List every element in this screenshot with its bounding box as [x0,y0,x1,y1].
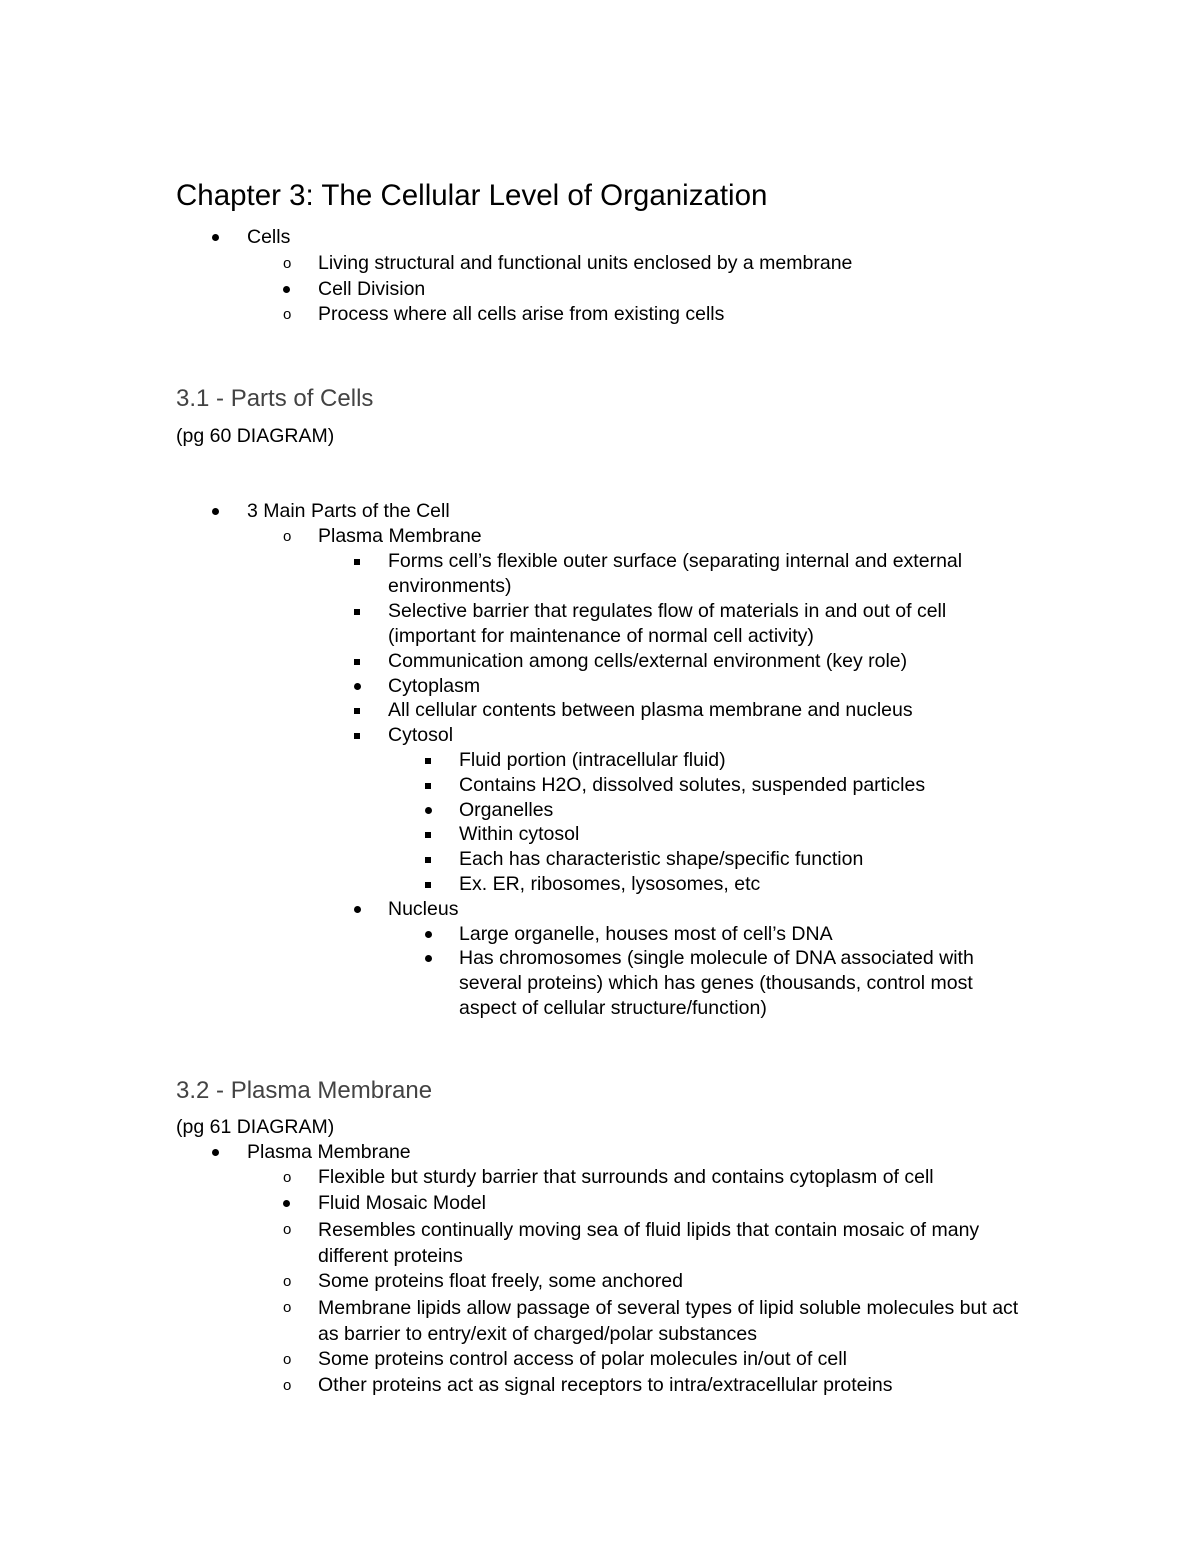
list-item [354,549,1034,599]
diagram-note: (pg 60 DIAGRAM) [176,425,335,447]
list-item-text: Has chromosomes (single molecule of DNA associated with several proteins) which has genes (thousands, control most aspect of cellular structure/function) [459,947,974,1019]
list-item [283,251,1043,276]
bullet-circle-icon: o [283,1221,292,1238]
bullet-circle-icon: o [283,1169,292,1186]
list-item-text: Process where all cells arise from existing cells [318,303,725,325]
list-item [425,922,1035,947]
list-item-text: Forms cell’s flexible outer surface (separating internal and external environments) [388,550,963,597]
bullet-circle-icon: o [283,528,292,545]
list-item [283,1165,1033,1190]
section-heading: 3.2 - Plasma Membrane [176,1077,433,1104]
list-item-text: Cell Division [318,278,426,300]
list-item [425,946,1035,1021]
list-item-text: Selective barrier that regulates flow of materials in and out of cell (important for maintenance of normal cell activity) [388,600,947,647]
list-item-text: Nucleus [388,898,459,920]
list-item [425,822,1035,847]
list-item [425,872,1035,897]
list-item-text: Cells [247,226,291,248]
list-item-text: Fluid Mosaic Model [318,1192,486,1214]
list-item-text: Flexible but sturdy barrier that surrounds and contains cytoplasm of cell [318,1166,934,1188]
list-item-text: All cellular contents between plasma membrane and nucleus [388,699,913,721]
list-item-text: Fluid portion (intracellular fluid) [459,749,726,771]
list-item [354,599,1034,649]
list-item [212,225,1012,250]
list-item-text: Membrane lipids allow passage of several types of lipid soluble molecules but act as barrier to entry/exit of charged/polar substances [318,1297,1019,1345]
list-item-text: Ex. ER, ribosomes, lysosomes, etc [459,873,761,895]
list-item-text: Plasma Membrane [247,1141,411,1163]
bullet-circle-icon: o [283,1273,292,1290]
list-item-text: Within cytosol [459,823,580,845]
list-item-text: 3 Main Parts of the Cell [247,500,450,522]
list-item [354,897,1034,922]
bullet-circle-icon: o [283,306,292,323]
list-item-text: Living structural and functional units enclosed by a membrane [318,252,853,274]
list-item-text: Resembles continually moving sea of fluid lipids that contain mosaic of many different proteins [318,1219,980,1267]
list-item-text: Plasma Membrane [318,525,482,547]
list-item [283,1269,1033,1294]
list-item [425,748,1035,773]
list-item-text: Each has characteristic shape/specific function [459,848,864,870]
list-item-text: Contains H2O, dissolved solutes, suspended particles [459,774,926,796]
list-item-text: Cytosol [388,724,454,746]
list-item [283,524,1043,549]
list-item [425,798,1035,823]
bullet-circle-icon: o [283,1351,292,1368]
list-item-text: Cytoplasm [388,675,481,697]
list-item [212,1140,1032,1165]
list-item [425,847,1035,872]
bullet-circle-icon: o [283,1377,292,1394]
bullet-circle-icon: o [283,1299,292,1316]
list-item [425,773,1035,798]
list-item-text: Communication among cells/external environment (key role) [388,650,908,672]
chapter-title: Chapter 3: The Cellular Level of Organization [176,179,768,212]
list-item [354,698,1034,723]
list-item-text: Large organelle, houses most of cell’s DNA [459,923,833,945]
list-item [212,499,1032,524]
section-heading: 3.1 - Parts of Cells [176,385,374,412]
list-item [283,1217,1003,1269]
bullet-circle-icon: o [283,255,292,272]
list-item [283,302,1043,327]
list-item [283,1191,1033,1216]
list-item-text: Some proteins control access of polar molecules in/out of cell [318,1348,847,1370]
list-item-text: Some proteins float freely, some anchored [318,1270,683,1292]
list-item [283,1347,1033,1372]
list-item [354,674,1034,699]
list-item-text: Other proteins act as signal receptors to intra/extracellular proteins [318,1374,893,1396]
list-item [283,277,1043,302]
list-item [354,649,1034,674]
list-item [283,1295,1033,1347]
list-item-text: Organelles [459,799,554,821]
diagram-note: (pg 61 DIAGRAM) [176,1116,335,1138]
list-item [354,723,1034,748]
list-item [283,1373,1033,1398]
